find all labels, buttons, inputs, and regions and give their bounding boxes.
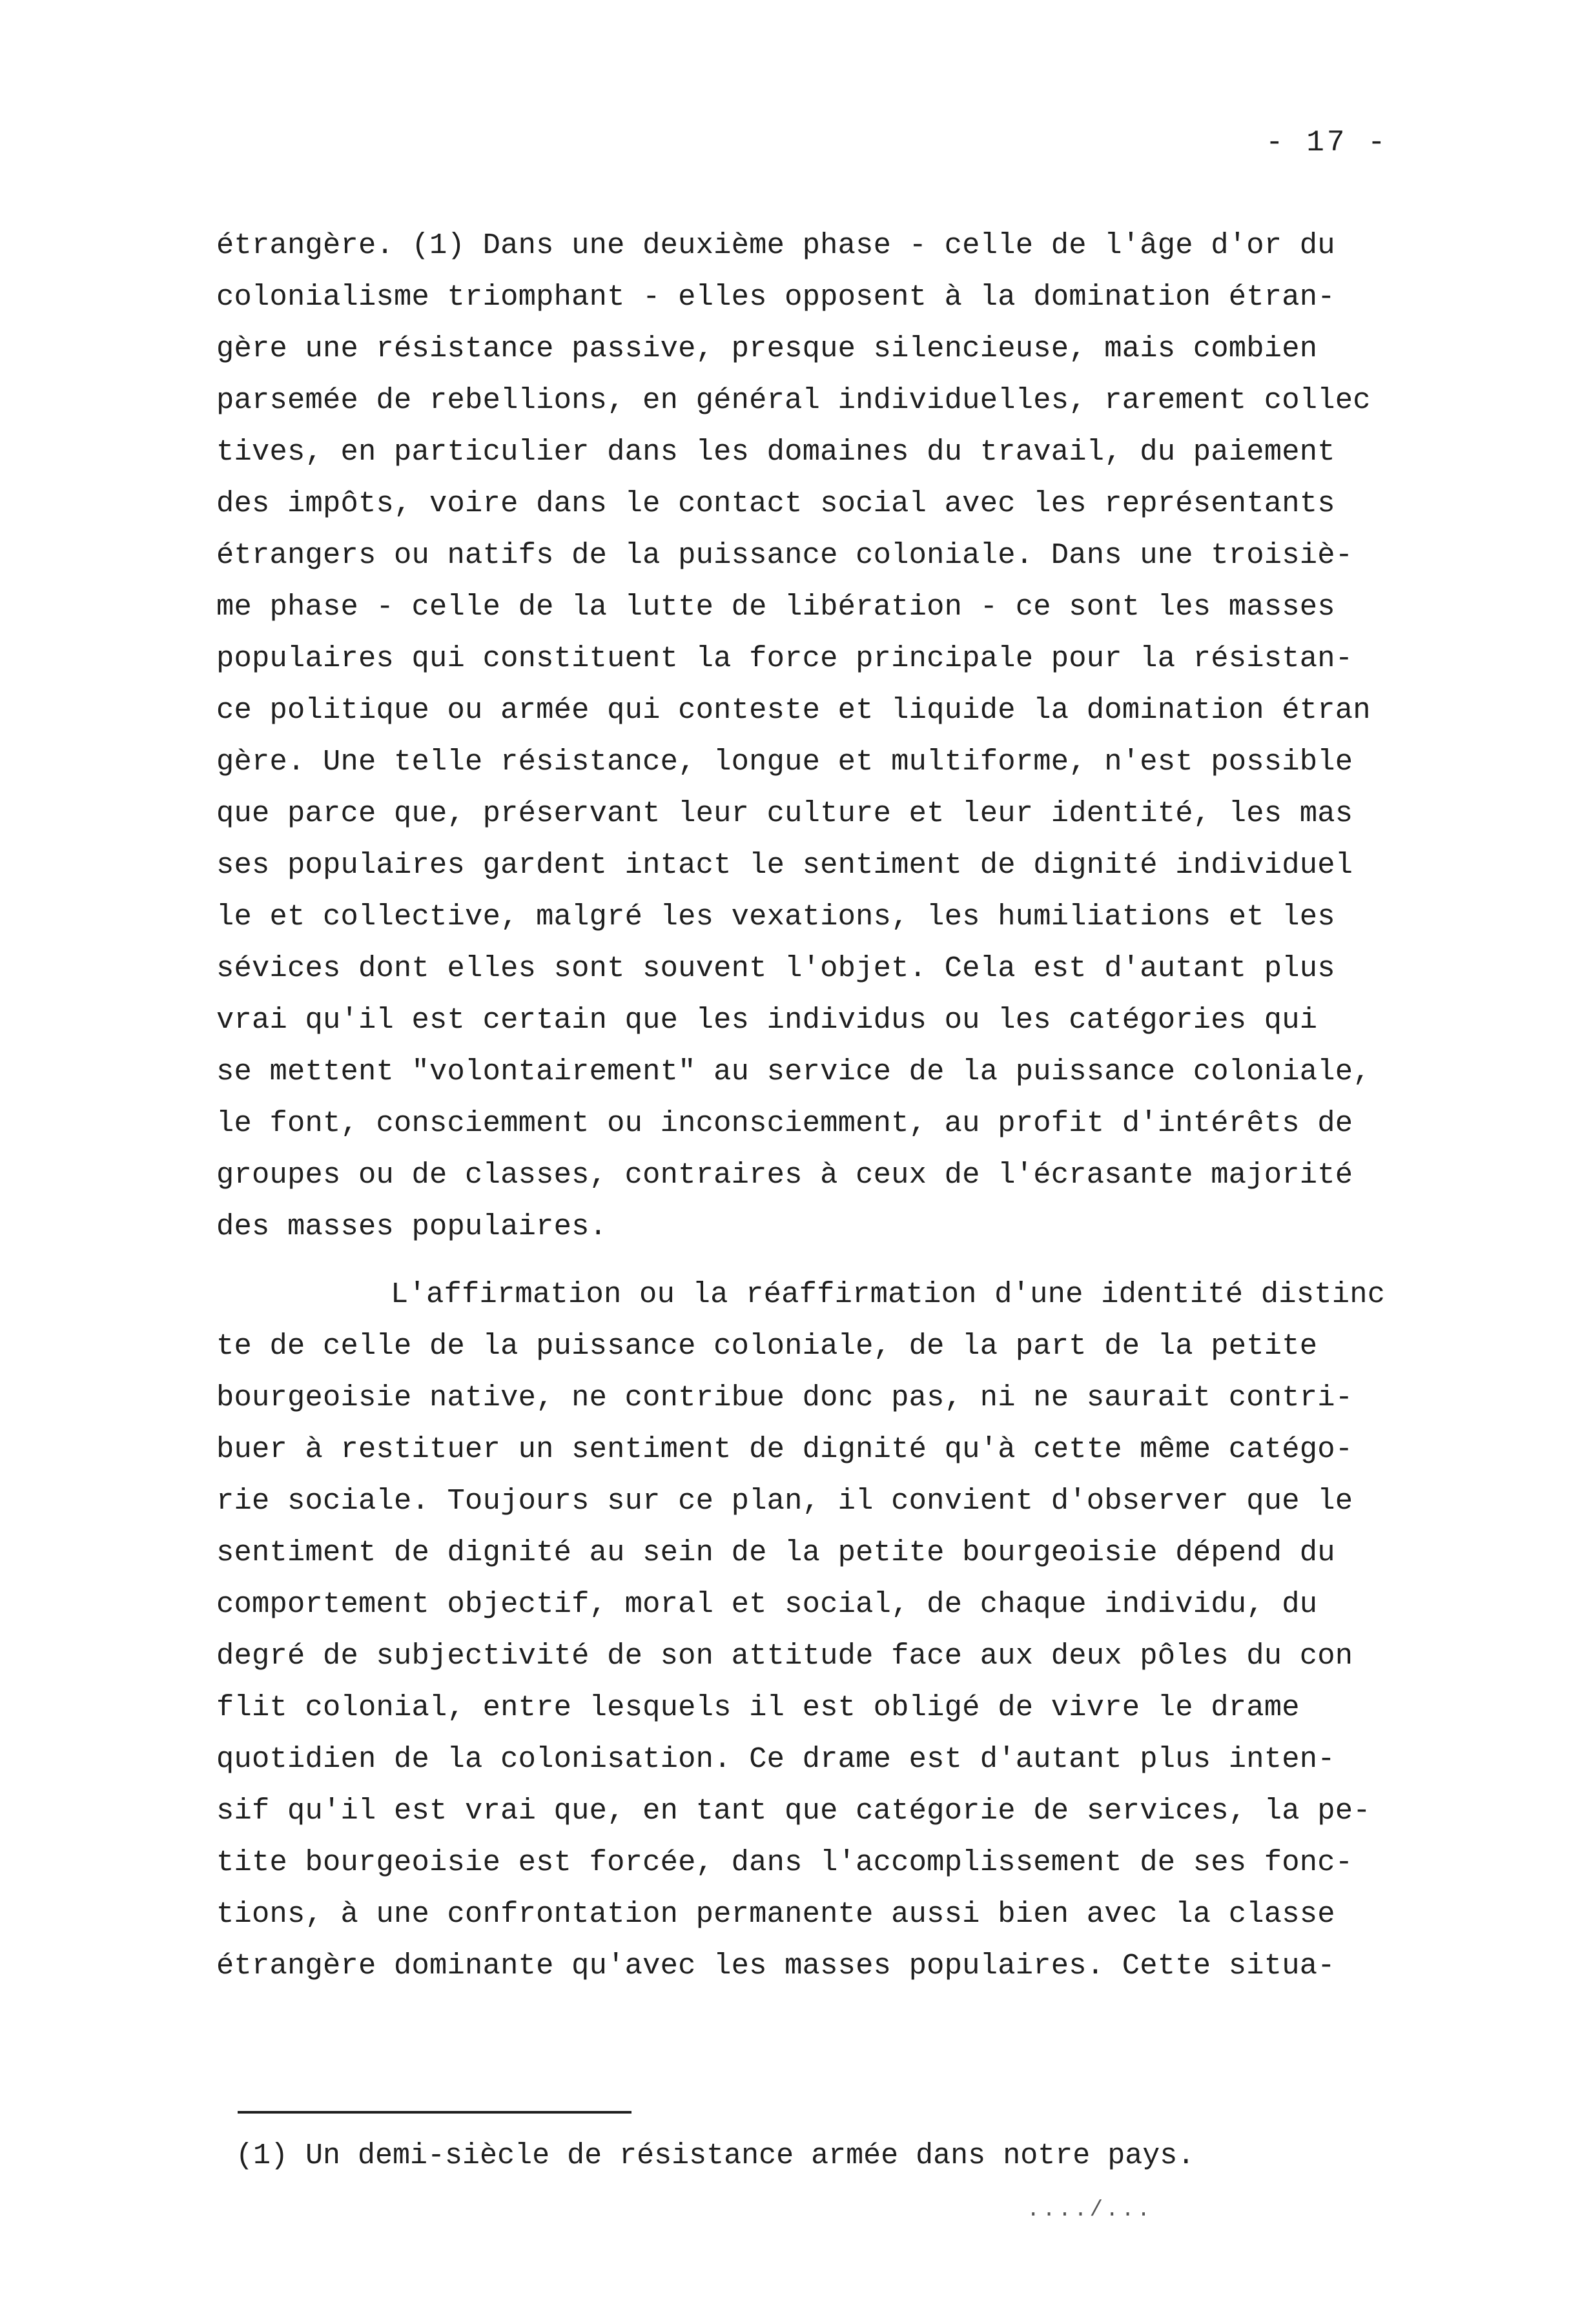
text-line: ce politique ou armée qui conteste et liquide la domination étran bbox=[216, 693, 1371, 727]
text-line: buer à restituer un sentiment de dignité qu'à cette même catégo- bbox=[216, 1432, 1353, 1466]
text-line: étrangers ou natifs de la puissance coloniale. Dans une troisiè- bbox=[216, 538, 1353, 572]
text-line: sévices dont elles sont souvent l'objet. Cela est d'autant plus bbox=[216, 952, 1335, 985]
footnote-divider bbox=[238, 2111, 631, 2114]
text-line: rie sociale. Toujours sur ce plan, il convient d'observer que le bbox=[216, 1484, 1353, 1518]
text-line: bourgeoisie native, ne contribue donc pas, ni ne saurait contri- bbox=[216, 1381, 1353, 1414]
text-line: le et collective, malgré les vexations, les humiliations et les bbox=[216, 900, 1335, 933]
text-line: ses populaires gardent intact le sentiment de dignité individuel bbox=[216, 848, 1353, 882]
page-number: - 17 - bbox=[1266, 126, 1388, 159]
text-line: des impôts, voire dans le contact social avec les représentants bbox=[216, 487, 1335, 520]
text-line: sif qu'il est vrai que, en tant que catégorie de services, la pe- bbox=[216, 1794, 1371, 1828]
paragraph-1 bbox=[216, 219, 1443, 1252]
text-line: groupes ou de classes, contraires à ceux de l'écrasante majorité bbox=[216, 1158, 1353, 1192]
text-line: comportement objectif, moral et social, de chaque individu, du bbox=[216, 1587, 1318, 1621]
text-line: le font, consciemment ou inconsciemment, au profit d'intérêts de bbox=[216, 1106, 1353, 1140]
text-line: sentiment de dignité au sein de la petite bourgeoisie dépend du bbox=[216, 1536, 1335, 1569]
text-line: colonialisme triomphant - elles opposent à la domination étran- bbox=[216, 280, 1335, 314]
text-line: L'affirmation ou la réaffirmation d'une identité distinc bbox=[391, 1278, 1386, 1311]
text-line: tite bourgeoisie est forcée, dans l'accomplissement de ses fonc- bbox=[216, 1846, 1353, 1879]
text-line: parsemée de rebellions, en général individuelles, rarement collec bbox=[216, 383, 1371, 417]
text-line: gère une résistance passive, presque silencieuse, mais combien bbox=[216, 332, 1318, 365]
text-line: flit colonial, entre lesquels il est obligé de vivre le drame bbox=[216, 1691, 1300, 1724]
text-line: étrangère. (1) Dans une deuxième phase - celle de l'âge d'or du bbox=[216, 229, 1335, 262]
text-line: que parce que, préservant leur culture et leur identité, les mas bbox=[216, 797, 1353, 830]
text-line: gère. Une telle résistance, longue et multiforme, n'est possible bbox=[216, 745, 1353, 779]
text-line: quotidien de la colonisation. Ce drame est d'autant plus inten- bbox=[216, 1742, 1335, 1776]
text-line: degré de subjectivité de son attitude face aux deux pôles du con bbox=[216, 1639, 1353, 1673]
text-line: étrangère dominante qu'avec les masses populaires. Cette situa- bbox=[216, 1949, 1335, 1983]
text-line: vrai qu'il est certain que les individus ou les catégories qui bbox=[216, 1003, 1318, 1037]
text-line: se mettent "volontairement" au service de la puissance coloniale, bbox=[216, 1055, 1371, 1088]
text-line: te de celle de la puissance coloniale, de la part de la petite bbox=[216, 1329, 1318, 1363]
text-line: des masses populaires. bbox=[216, 1210, 608, 1243]
continuation-mark: ..../... bbox=[1027, 2198, 1153, 2223]
text-line: me phase - celle de la lutte de libération - ce sont les masses bbox=[216, 590, 1335, 624]
paragraph-2 bbox=[216, 1269, 1443, 1992]
text-line: tives, en particulier dans les domaines du travail, du paiement bbox=[216, 435, 1335, 469]
footnote: (1) Un demi-siècle de résistance armée dans notre pays. bbox=[236, 2139, 1195, 2172]
text-line: populaires qui constituent la force principale pour la résistan- bbox=[216, 642, 1353, 675]
text-line: tions, à une confrontation permanente aussi bien avec la classe bbox=[216, 1897, 1335, 1931]
